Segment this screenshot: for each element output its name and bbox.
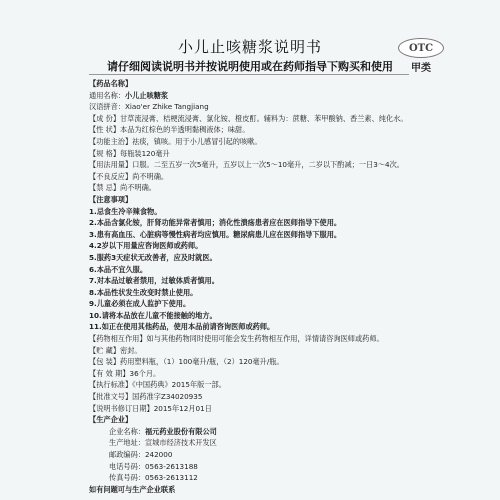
revision-row (89, 403, 419, 415)
document-title: 小儿止咳糖浆说明书 (177, 38, 322, 56)
manufacturer-row (89, 437, 419, 449)
pinyin-row (89, 101, 419, 113)
manufacturer-value: 宣城市经济技术开发区 (144, 438, 217, 448)
storage-label: 【贮 藏】 (89, 345, 121, 355)
footer-contact: 如有问题可与生产企业联系 (89, 484, 176, 494)
pinyin-label: 汉语拼音： (89, 102, 125, 112)
note-item: 11.如正在使用其他药品，使用本品前请咨询医师或药师。 (89, 322, 275, 332)
header-divider (89, 74, 409, 75)
otc-class-label: 甲类 (411, 63, 431, 74)
spec-label: 【规 格】 (89, 148, 121, 158)
note-item: 3.患有高血压、心脏病等慢性病者均应慎用。糖尿病患儿应在医师指导下服用。 (89, 229, 342, 239)
manufacturer-row (89, 426, 419, 438)
indications-label: 【功能主治】 (89, 136, 133, 146)
usage-warning: 请仔细阅读说明书并按说明使用或在药师指导下购买和使用 (107, 60, 393, 73)
adverse-label: 【不良反应】 (89, 171, 133, 181)
spec-value: 每瓶装120毫升 (120, 148, 170, 158)
properties-label: 【性 状】 (89, 125, 121, 135)
contraindication-label: 【禁 忌】 (89, 183, 121, 193)
revision-value: 2015年12月01日 (153, 403, 212, 413)
usage-value: 口服。二至五岁一次5毫升，五岁以上一次5～10毫升，二岁以下酌减；一日3～4次。 (132, 160, 404, 170)
validity-label: 【有 效 期】 (89, 368, 130, 378)
manufacturer-row (89, 449, 419, 461)
approval-label: 【批准文号】 (89, 392, 133, 402)
manufacturer-label: 传真号码： (109, 473, 145, 483)
manufacturer-header: 【生产企业】 (89, 415, 133, 425)
manufacturer-value: 0563-2613188 (144, 461, 198, 471)
manufacturer-label: 生产地址： (109, 438, 145, 448)
properties-row (89, 124, 419, 136)
interactions-label: 【药物相互作用】 (89, 334, 147, 344)
manufacturer-row (89, 472, 419, 484)
ingredients-label: 【成 份】 (89, 113, 121, 123)
indications-value: 祛痰，镇咳。用于小儿感冒引起的咳嗽。 (132, 136, 262, 146)
note-item: 7.对本品过敏者禁用，过敏体质者慎用。 (89, 276, 219, 286)
drug-name-header: 【药品名称】 (89, 79, 133, 88)
storage-row (89, 345, 419, 357)
standard-value: 《中国药典》2015年版一部。 (132, 380, 226, 390)
ingredients-value: 甘草流浸膏、桔梗流浸膏、氯化铵、橙皮酊。辅料为：蔗糖、苯甲酸钠、香兰素、纯化水。 (120, 113, 408, 123)
indications-row (89, 136, 419, 148)
ingredients-row (89, 113, 419, 125)
manufacturer-value: 0563-2613112 (144, 473, 198, 483)
note-item: 5.服药3天症状无改善者，应及时就医。 (89, 252, 217, 262)
package-label: 【包 装】 (89, 357, 121, 367)
note-item: 2.本品含氯化铵，肝肾功能异常者慎用；消化性溃疡患者应在医师指导下使用。 (89, 218, 342, 228)
note-item: 4.2岁以下用量应咨询医师或药师。 (89, 241, 203, 251)
leaflet-body (89, 78, 419, 495)
usage-label: 【用法用量】 (89, 160, 133, 170)
manufacturer-row (89, 461, 419, 473)
note-item: 9.儿童必须在成人监护下使用。 (89, 299, 191, 309)
otc-badge: OTC (398, 38, 444, 58)
note-item: 8.本品性状发生改变时禁止使用。 (89, 287, 198, 297)
note-item: 6.本品不宜久服。 (89, 264, 148, 274)
usage-row (89, 159, 419, 171)
validity-value: 36个月。 (129, 368, 161, 378)
approval-row (89, 391, 419, 403)
adverse-value: 尚不明确。 (132, 171, 169, 181)
contraindication-row (89, 182, 419, 194)
pinyin-value: Xiao'er Zhike Tangjiang (124, 102, 209, 112)
manufacturer-label: 邮政编码： (109, 450, 145, 459)
manufacturer-value: 福元药业股份有限公司 (144, 426, 217, 436)
spec-row (89, 148, 419, 160)
manufacturer-value: 242000 (144, 450, 173, 459)
standard-label: 【执行标准】 (89, 380, 133, 390)
generic-name-label: 通用名称： (89, 90, 125, 100)
notes-header: 【注意事项】 (89, 194, 133, 204)
validity-row (89, 368, 419, 380)
approval-value: 国药准字Z34020935 (132, 392, 203, 402)
package-value: 药用塑料瓶，（1）100毫升/瓶，（2）120毫升/瓶。 (120, 357, 284, 367)
properties-value: 本品为红棕色的半透明黏稠液体；味甜。 (120, 125, 250, 135)
package-row (89, 356, 419, 368)
manufacturer-label: 电话号码： (109, 461, 145, 471)
interactions-row (89, 333, 419, 345)
note-item: 10.请将本品放在儿童不能接触的地方。 (89, 310, 217, 320)
generic-name-row (89, 90, 419, 102)
manufacturer-label: 企业名称： (109, 426, 145, 436)
contraindication-value: 尚不明确。 (120, 183, 156, 193)
revision-label: 【说明书修订日期】 (89, 403, 154, 413)
storage-value: 密封。 (120, 345, 142, 355)
generic-name-value: 小儿止咳糖浆 (124, 90, 169, 100)
adverse-row (89, 171, 419, 183)
standard-row (89, 379, 419, 391)
interactions-value: 如与其他药物同时使用可能会发生药物相互作用，详情请咨询医师或药师。 (146, 334, 384, 344)
note-item: 1.忌食生冷辛辣食物。 (89, 206, 162, 216)
